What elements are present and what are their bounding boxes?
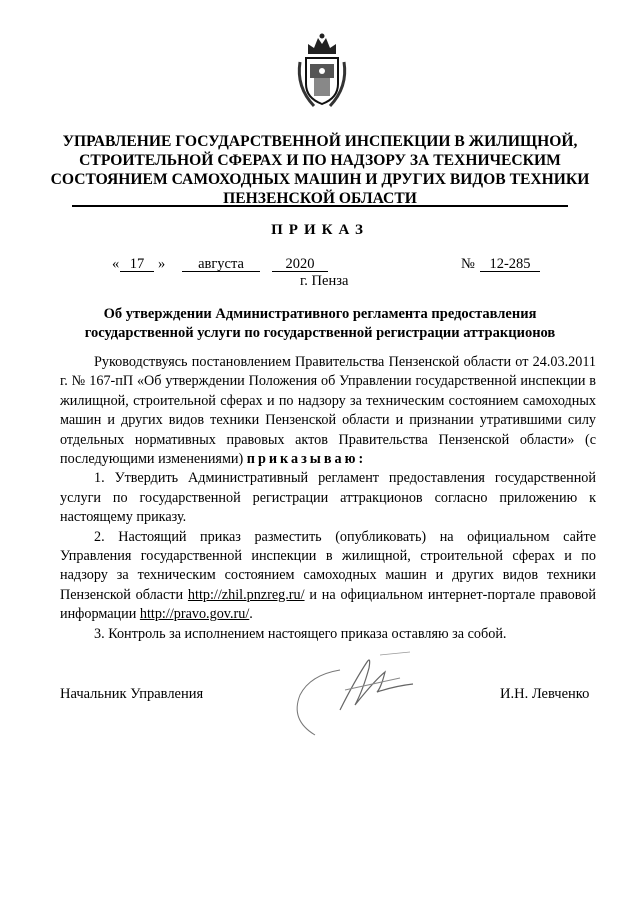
- doc-number-wrap: [480, 256, 540, 273]
- date-day: 17: [120, 257, 154, 272]
- subject-line: государственной услуги по государственной регистрации аттракционов: [84, 325, 556, 341]
- org-line: ПЕНЗЕНСКОЙ ОБЛАСТИ: [223, 190, 417, 207]
- coat-of-arms-icon: [294, 32, 350, 112]
- pravo-portal-link[interactable]: http://pravo.gov.ru/: [139, 606, 250, 623]
- handwritten-signature: [285, 650, 425, 745]
- header-divider: [72, 205, 568, 207]
- signer-position: Начальник Управления: [60, 686, 204, 702]
- document-body: [60, 353, 596, 644]
- date-month-wrap: [182, 256, 260, 273]
- item-2-middle: и на официальном интернет-портале правовой информации: [60, 586, 596, 623]
- paragraph-preamble: [60, 353, 596, 469]
- item-2-text: 2. Настоящий приказ разместить (опубликовать) на официальном сайте Управления государственной инспекции в жилищной, строительной сферах и по надзору за техническим состоянием самоходных машин и других видов техники Пензенской области: [60, 528, 596, 603]
- number-sign: №: [461, 256, 475, 272]
- date-day-wrap: [120, 256, 154, 273]
- date-month: августа: [182, 257, 260, 272]
- org-line: СОСТОЯНИЕМ САМОХОДНЫХ МАШИН И ДРУГИХ ВИДОВ ТЕХНИКИ: [50, 171, 590, 188]
- paragraph-item-3: 3. Контроль за исполнением настоящего приказа оставляю за собой.: [94, 625, 507, 642]
- date-year-wrap: [272, 256, 328, 273]
- subject-line: Об утверждении Административного регламента предоставления: [103, 306, 537, 322]
- date-quote-open: «: [112, 256, 120, 272]
- command-word: приказываю:: [246, 451, 367, 468]
- zhil-site-link[interactable]: http://zhil.pnzreg.ru/: [187, 586, 305, 603]
- org-line: СТРОИТЕЛЬНОЙ СФЕРАХ И ПО НАДЗОРУ ЗА ТЕХНИЧЕСКИМ: [79, 152, 561, 169]
- city: г. Пенза: [300, 273, 349, 289]
- item-2-end: .: [249, 606, 253, 623]
- doc-number: 12-285: [480, 257, 540, 272]
- date-year: 2020: [272, 257, 328, 272]
- document-subject: [60, 305, 580, 343]
- signer-name: И.Н. Левченко: [500, 686, 590, 702]
- document-type: ПРИКАЗ: [271, 222, 369, 238]
- org-line: УПРАВЛЕНИЕ ГОСУДАРСТВЕННОЙ ИНСПЕКЦИИ В ЖИЛИЩНОЙ,: [62, 133, 578, 150]
- date-quote-close: »: [158, 256, 166, 272]
- organization-name: [40, 132, 600, 208]
- paragraph-item-2: [60, 528, 596, 625]
- preamble-text: Руководствуясь постановлением Правительства Пензенской области от 24.03.2011 г. № 167-пП «Об утверждении Положения об Управлении государственной инспекции в жилищной, строительной сферах и по надзору за техническим состоянием самоходных машин и других видов техники Пензенской области и признании утратившими силу отдельных нормативных правовых актов Правительства Пензенской области» (с последующими изменениями): [60, 354, 596, 468]
- paragraph-item-1: 1. Утвердить Административный регламент предоставления государственной услуги по государственной регистрации аттракционов согласно приложению к настоящему приказу.: [60, 470, 596, 526]
